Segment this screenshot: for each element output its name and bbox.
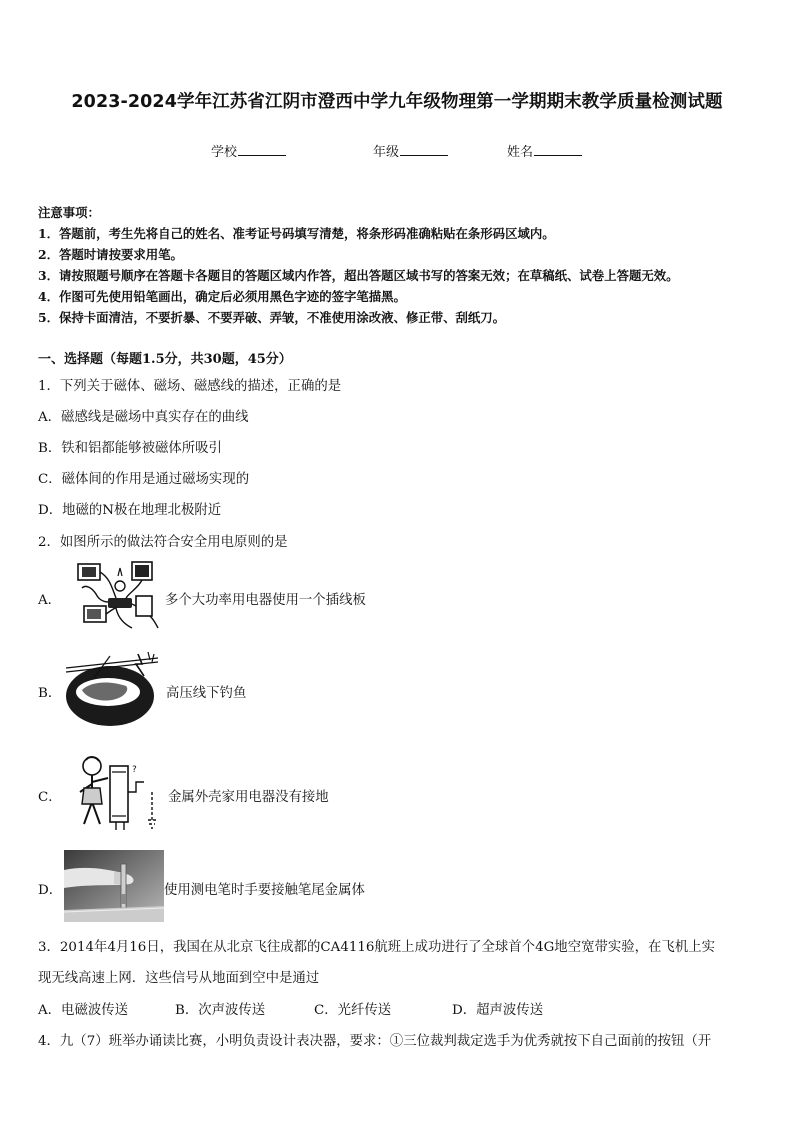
- notice-item: 3．请按照题号顺序在答题卡各题目的答题区域内作答，超出答题区域书写的答案无效；在草稿纸、试卷上答题无效。: [38, 268, 679, 283]
- notice-item: 1．答题前，考生先将自己的姓名、准考证号码填写清楚，将条形码准确粘贴在条形码区域内。: [38, 226, 555, 241]
- q2-option-b-letter: B．: [38, 686, 62, 701]
- grade-label: 年级: [373, 145, 400, 160]
- svg-text:?: ?: [132, 765, 137, 775]
- q4-stem-line1: 4．九（7）班举办诵读比赛，小明负责设计表决器，要求：①三位裁判裁定选手为优秀就按下自己面前的按钮（开: [38, 1034, 712, 1049]
- q3-option-b: B．次声波传送: [175, 1003, 266, 1018]
- q1-stem: 1．下列关于磁体、磁场、磁感线的描述，正确的是: [38, 379, 342, 394]
- q1-option-b: B．铁和铝都能够被磁体所吸引: [38, 441, 222, 456]
- q3-option-a: A．电磁波传送: [38, 1003, 129, 1018]
- grade-field: [373, 141, 448, 160]
- q3-stem-line1: 3．2014年4月16日，我国在从北京飞往成都的CA4116航班上成功进行了全球首个4G地空宽带实验，在飞机上实: [38, 940, 715, 955]
- name-label: 姓名: [507, 145, 534, 160]
- school-blank: [238, 143, 286, 156]
- q2-option-c-text: 金属外壳家用电器没有接地: [168, 790, 329, 805]
- appliance-no-ground-illustration: [72, 752, 164, 834]
- q1-option-c: C．磁体间的作用是通过磁场实现的: [38, 472, 250, 487]
- notice-item: 5．保持卡面清洁，不要折暴、不要弄破、弄皱，不准使用涂改液、修正带、刮纸刀。: [38, 310, 506, 325]
- q1-option-d: D．地磁的N极在地理北极附近: [38, 503, 222, 518]
- q2-option-a-text: 多个大功率用电器使用一个插线板: [165, 593, 366, 608]
- notice-item: 4．作图可先使用铅笔画出，确定后必须用黑色字迹的签字笔描黑。: [38, 289, 406, 304]
- fishing-under-power-line-illustration: [64, 650, 160, 730]
- notice-heading: 注意事项：: [38, 205, 100, 220]
- q2-stem: 2．如图所示的做法符合安全用电原则的是: [38, 535, 288, 550]
- q2-option-c-letter: C．: [38, 790, 62, 805]
- name-blank: [534, 143, 582, 156]
- school-field: [211, 141, 286, 160]
- q2-option-d-letter: D．: [38, 883, 63, 898]
- grade-blank: [400, 143, 448, 156]
- section-heading: 一、选择题（每题1.5分，共30题，45分）: [38, 352, 292, 367]
- q3-stem-line2: 现无线高速上网．这些信号从地面到空中是通过: [38, 971, 320, 986]
- q2-option-b-text: 高压线下钓鱼: [166, 686, 247, 701]
- notice-item: 2．答题时请按要求用笔。: [38, 247, 183, 262]
- test-pen-photo: [64, 850, 164, 922]
- q2-option-a-letter: A．: [38, 593, 62, 608]
- name-field: [507, 141, 582, 160]
- exam-title: 2023-2024学年江苏省江阴市澄西中学九年级物理第一学期期末教学质量检测试题: [71, 92, 723, 112]
- school-label: 学校: [211, 145, 238, 160]
- q1-option-a: A．磁感线是磁场中真实存在的曲线: [38, 410, 249, 425]
- q3-option-c: C．光纤传送: [314, 1003, 392, 1018]
- q3-option-d: D．超声波传送: [452, 1003, 544, 1018]
- power-strip-appliances-illustration: [72, 558, 162, 632]
- q2-option-d-text: 使用测电笔时手要接触笔尾金属体: [164, 883, 365, 898]
